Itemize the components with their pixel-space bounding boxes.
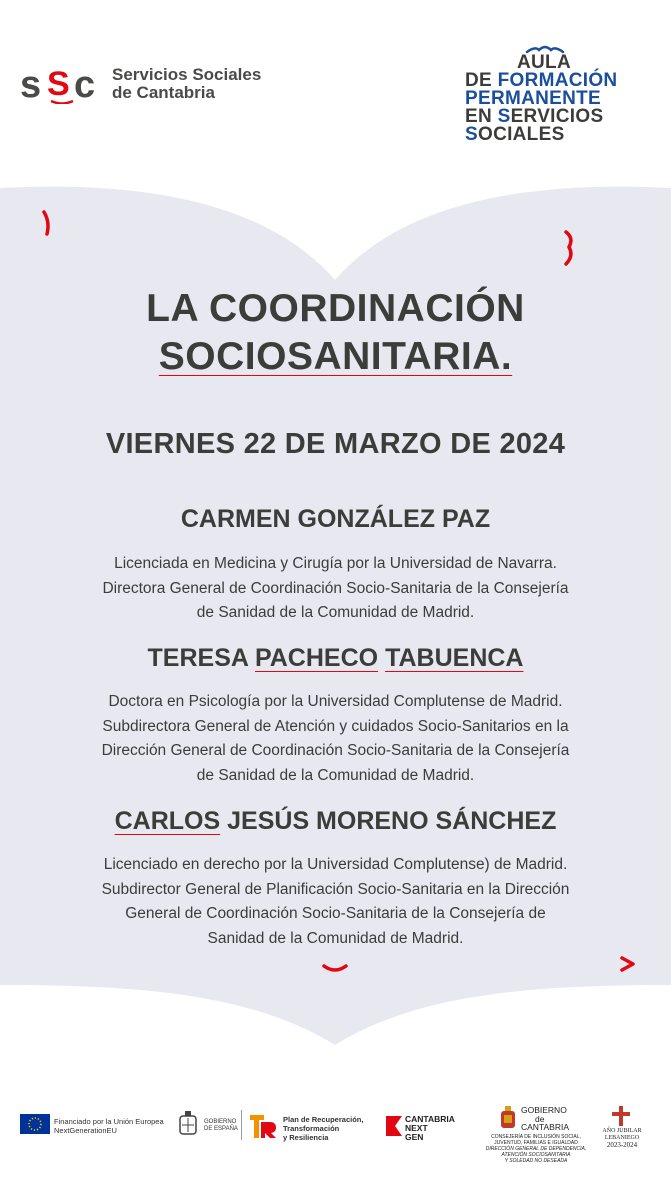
speaker-name-3: CARLOS JESÚS MORENO SÁNCHEZ bbox=[114, 807, 557, 835]
cross-icon bbox=[612, 1106, 630, 1126]
event-title: LA COORDINACIÓN SOCIOSANITARIA. bbox=[146, 287, 525, 378]
speaker-name-1: CARMEN GONZÁLEZ PAZ bbox=[180, 505, 491, 533]
cantabria-next-gen-icon bbox=[386, 1116, 402, 1136]
aula-formacion-logo: AULA DE FORMACIÓN PERMANENTE EN SERVICIOS SOCIALES bbox=[465, 54, 655, 144]
crown-icon bbox=[525, 44, 565, 54]
consejeria-text: CONSEJERÍA DE INCLUSIÓN SOCIAL, JUVENTUD, FAMILIAS E IGUALDAD DIRECCIÓN GENERAL DE DEPENDENCIA, ATENCIÓN SOCIOSANITARIA Y SOLEDAD NO DESEADA bbox=[485, 1134, 587, 1164]
eu-flag-icon bbox=[20, 1114, 50, 1134]
event-date: VIERNES 22 DE MARZO DE 2024 bbox=[105, 428, 566, 460]
sponsor-footer bbox=[0, 1100, 671, 1200]
gobierno-espana-text: GOBIERNO DE ESPAÑA bbox=[204, 1119, 238, 1132]
ano-jubilar-text: AÑO JUBILAR LEBANIEGO 2023-2024 bbox=[602, 1128, 642, 1149]
speaker-bio-3: Licenciado en derecho por la Universidad Complutense) de Madrid. Subdirector General de Planificación Socio-Sanitaria en la Dirección General de Coordinación Socio-Sanitaria de la Consejería de Sanidad de la Comunidad de Madrid. bbox=[101, 856, 570, 947]
divider bbox=[241, 1110, 242, 1140]
ssc-logo bbox=[20, 64, 261, 104]
svg-text:S: S bbox=[47, 65, 70, 103]
ssc-name: Servicios Sociales de Cantabria bbox=[112, 65, 262, 102]
svg-text:s: s bbox=[20, 64, 42, 104]
speaker-bio-1: Licenciada en Medicina y Cirugía por la Universidad de Navarra. Directora General de Coordinación Socio-Sanitaria de la Consejería de Sanidad de la Comunidad de Madrid. bbox=[102, 555, 569, 621]
prtr-text: Plan de Recuperación, Transformación y Resiliencia bbox=[283, 1115, 364, 1142]
speaker-bio-2: Doctora en Psicología por la Universidad Complutense de Madrid. Subdirectora General de Atención y cuidados Socio-Sanitarios en la Dirección General de Coordinación Socio-Sanitaria de la Consejería de Sanidad de la Comunidad de Madrid. bbox=[101, 693, 570, 784]
cantabria-coat-of-arms-icon bbox=[498, 1106, 518, 1132]
gobierno-cantabria-text: GOBIERNO de CANTABRIA bbox=[521, 1105, 570, 1132]
eu-funding-text: Financiado por la Unión Europea NextGenerationEU bbox=[54, 1117, 164, 1135]
spain-coat-of-arms-icon bbox=[176, 1110, 200, 1140]
cantabria-next-gen-text: CANTABRIA NEXT GEN bbox=[405, 1114, 455, 1142]
prtr-logo-icon bbox=[248, 1112, 278, 1140]
svg-text:c: c bbox=[74, 64, 96, 104]
speaker-name-2: TERESA PACHECO TABUENCA bbox=[147, 644, 524, 672]
ssc-logo-icon bbox=[20, 64, 106, 104]
